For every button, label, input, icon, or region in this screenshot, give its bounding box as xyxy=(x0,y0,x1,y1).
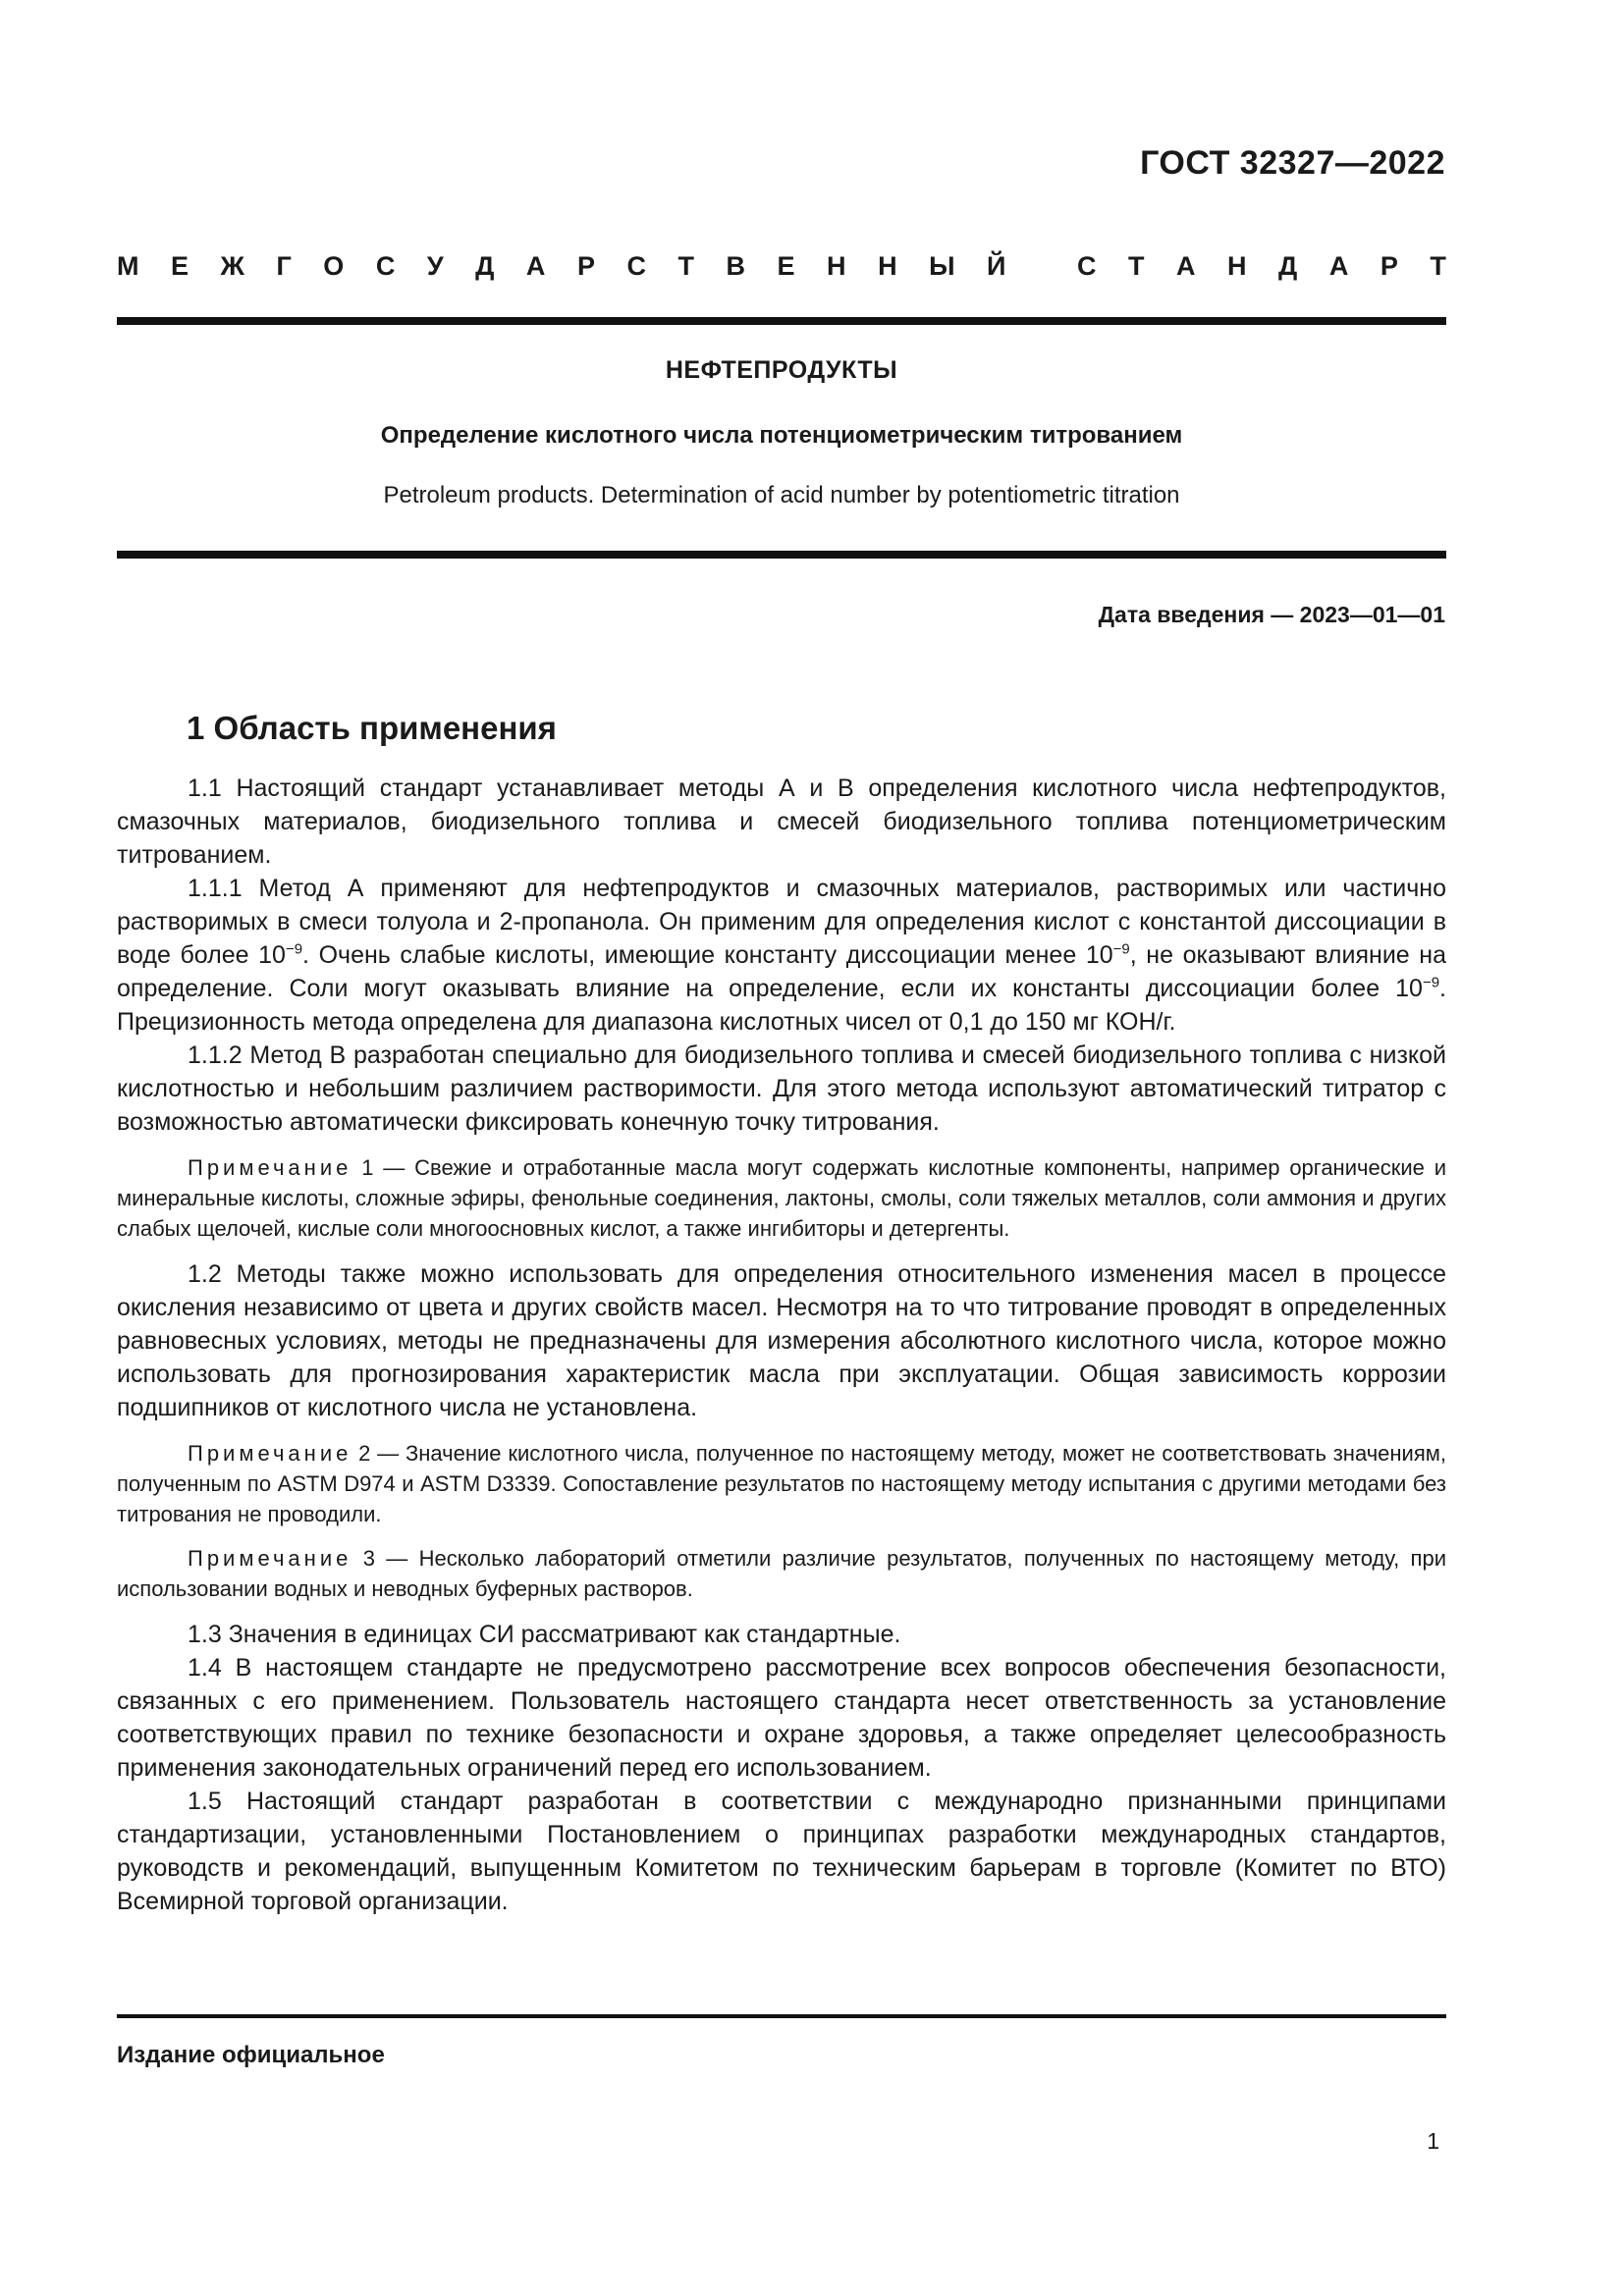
section-heading: 1 Область применения xyxy=(187,710,557,746)
paragraph-1-5: 1.5 Настоящий стандарт разработан в соответствии с международно признанными принципами стандартизации, установленными Постановлением о принципах разработки международных стандартов, руководств и рекомендаций, выпущенным Комитетом по техническим барьерам в торговле (Комитет по ВТО) Всемирной торговой организации. xyxy=(117,1788,1446,1915)
heading-letter xyxy=(1038,251,1046,282)
heading-letter: Н xyxy=(827,251,846,281)
heading-letter: Г xyxy=(276,251,292,281)
heading-letter: Т xyxy=(1128,251,1145,281)
top-rule xyxy=(117,317,1446,325)
heading-letter: Й xyxy=(987,251,1006,281)
heading-letter: С xyxy=(626,251,646,281)
heading-letter: Т xyxy=(1430,251,1446,281)
document-title: НЕФТЕПРОДУКТЫ xyxy=(665,356,898,384)
paragraph-1-1: 1.1 Настоящий стандарт устанавливает методы А и В определения кислотного числа нефтепродуктов, смазочных материалов, биодизельного топлива и смесей биодизельного топлива потенциометрическим титрованием. xyxy=(117,774,1446,869)
text-run: . Прецизионность метода определена для диапазона кислотных чисел от 0,1 до 150 мг КОН/г. xyxy=(117,975,1446,1036)
title-rule xyxy=(117,551,1446,559)
note-text: 2 — Значение кислотного числа, полученное по настоящему методу, может не соответствовать значениям, полученным по ASTM D974 и ASTM D3339. Сопоставление результатов по настоящему методу испытания с другими методами без титрования не проводили. xyxy=(117,1441,1446,1526)
paragraph-1-1-2: 1.1.2 Метод В разработан специально для биодизельного топлива и смесей биодизельного топлива с низкой кислотностью и небольшим различием растворимости. Для этого метода используют автоматический титратор с возможностью автоматически фиксировать конечную точку титрования. xyxy=(117,1041,1446,1136)
note-label: Примечание xyxy=(188,1546,352,1571)
heading-letter: Т xyxy=(677,251,694,281)
exponent: −9 xyxy=(1112,940,1130,958)
note-text: 1 — Свежие и отработанные масла могут содержать кислотные компоненты, например органические и минеральные кислоты, сложные эфиры, фенольные соединения, лактоны, смолы, соли тяжелых металлов, соли аммония и других слабых щелочей, кислые соли многоосновных кислот, а также ингибиторы и детергенты. xyxy=(117,1155,1446,1241)
note-2 xyxy=(117,1438,1446,1529)
text-run: . Очень слабые кислоты, имеющие константу диссоциации менее 10 xyxy=(302,941,1113,969)
exponent: −9 xyxy=(285,940,303,958)
standard-type-heading xyxy=(117,251,1446,282)
heading-letter: С xyxy=(375,251,396,281)
heading-letter: О xyxy=(323,251,345,281)
heading-letter: У xyxy=(426,251,444,281)
note-1 xyxy=(117,1152,1446,1244)
heading-letter: Ж xyxy=(220,251,244,281)
note-label: Примечание xyxy=(188,1441,352,1466)
document-subtitle-en: Petroleum products. Determination of acid number by potentiometric titration xyxy=(383,482,1180,508)
footer-rule xyxy=(117,2014,1446,2018)
text-run: 1.1.1 Метод А применяют для нефтепродуктов и смазочных материалов, растворимых или частично растворимых в смеси толуола и 2-пропанола. Он применим для определения кислот с константой диссоциации в воде более 10 xyxy=(117,875,1446,969)
heading-letter: С xyxy=(1076,251,1097,281)
heading-letter: Е xyxy=(777,251,795,281)
exponent: −9 xyxy=(1422,974,1440,991)
text-run: , не оказывают влияние на определение. Соли могут оказывать влияние на определение, если их константы диссоциации более 10 xyxy=(117,941,1447,1002)
paragraph-1-4: 1.4 В настоящем стандарте не предусмотрено рассмотрение всех вопросов обеспечения безопасности, связанных с его применением. Пользователь настоящего стандарта несет ответственность за установление соответствующих правил по технике безопасности и охране здоровья, а также определяет целесообразность применения законодательных ограничений перед его использованием. xyxy=(117,1654,1446,1782)
heading-letter: Д xyxy=(1278,251,1298,281)
paragraph-1-2: 1.2 Методы также можно использовать для определения относительного изменения масел в процессе окисления независимо от цвета и других свойств масел. Несмотря на то что титрование проводят в определенных равновесных условиях, методы не предназначены для измерения абсолютного кислотного числа, которое можно использовать для прогнозирования характеристик масла при эксплуатации. Общая зависимость коррозии подшипников от кислотного числа не установлена. xyxy=(117,1260,1446,1421)
edition-label: Издание официальное xyxy=(117,2042,385,2068)
heading-letter: Ы xyxy=(929,251,955,281)
heading-letter: Н xyxy=(878,251,897,281)
heading-letter: Д xyxy=(475,251,495,281)
heading-letter: А xyxy=(525,251,546,281)
heading-letter: А xyxy=(1176,251,1196,281)
heading-letter: Е xyxy=(171,251,189,281)
introduction-date: Дата введения — 2023—01—01 xyxy=(1098,602,1445,627)
document-subtitle-ru: Определение кислотного числа потенциометрическим титрованием xyxy=(380,422,1183,449)
heading-letter: Н xyxy=(1227,251,1247,281)
heading-letter: Р xyxy=(576,251,595,281)
note-text: 3 — Несколько лабораторий отметили различие результатов, полученных по настоящему методу, при использовании водных и неводных буферных растворов. xyxy=(117,1546,1446,1601)
document-number: ГОСТ 32327—2022 xyxy=(1140,144,1445,182)
note-3 xyxy=(117,1543,1446,1604)
paragraph-1-3: 1.3 Значения в единицах СИ рассматривают как стандартные. xyxy=(188,1621,901,1648)
note-label: Примечание xyxy=(188,1155,352,1180)
heading-letter: М xyxy=(117,251,139,281)
heading-letter: А xyxy=(1328,251,1349,281)
heading-letter: В xyxy=(726,251,745,281)
heading-letter: Р xyxy=(1380,251,1398,281)
section-body xyxy=(117,772,1446,1918)
page-number: 1 xyxy=(1427,2128,1439,2154)
paragraph-1-1-1 xyxy=(117,872,1446,1039)
